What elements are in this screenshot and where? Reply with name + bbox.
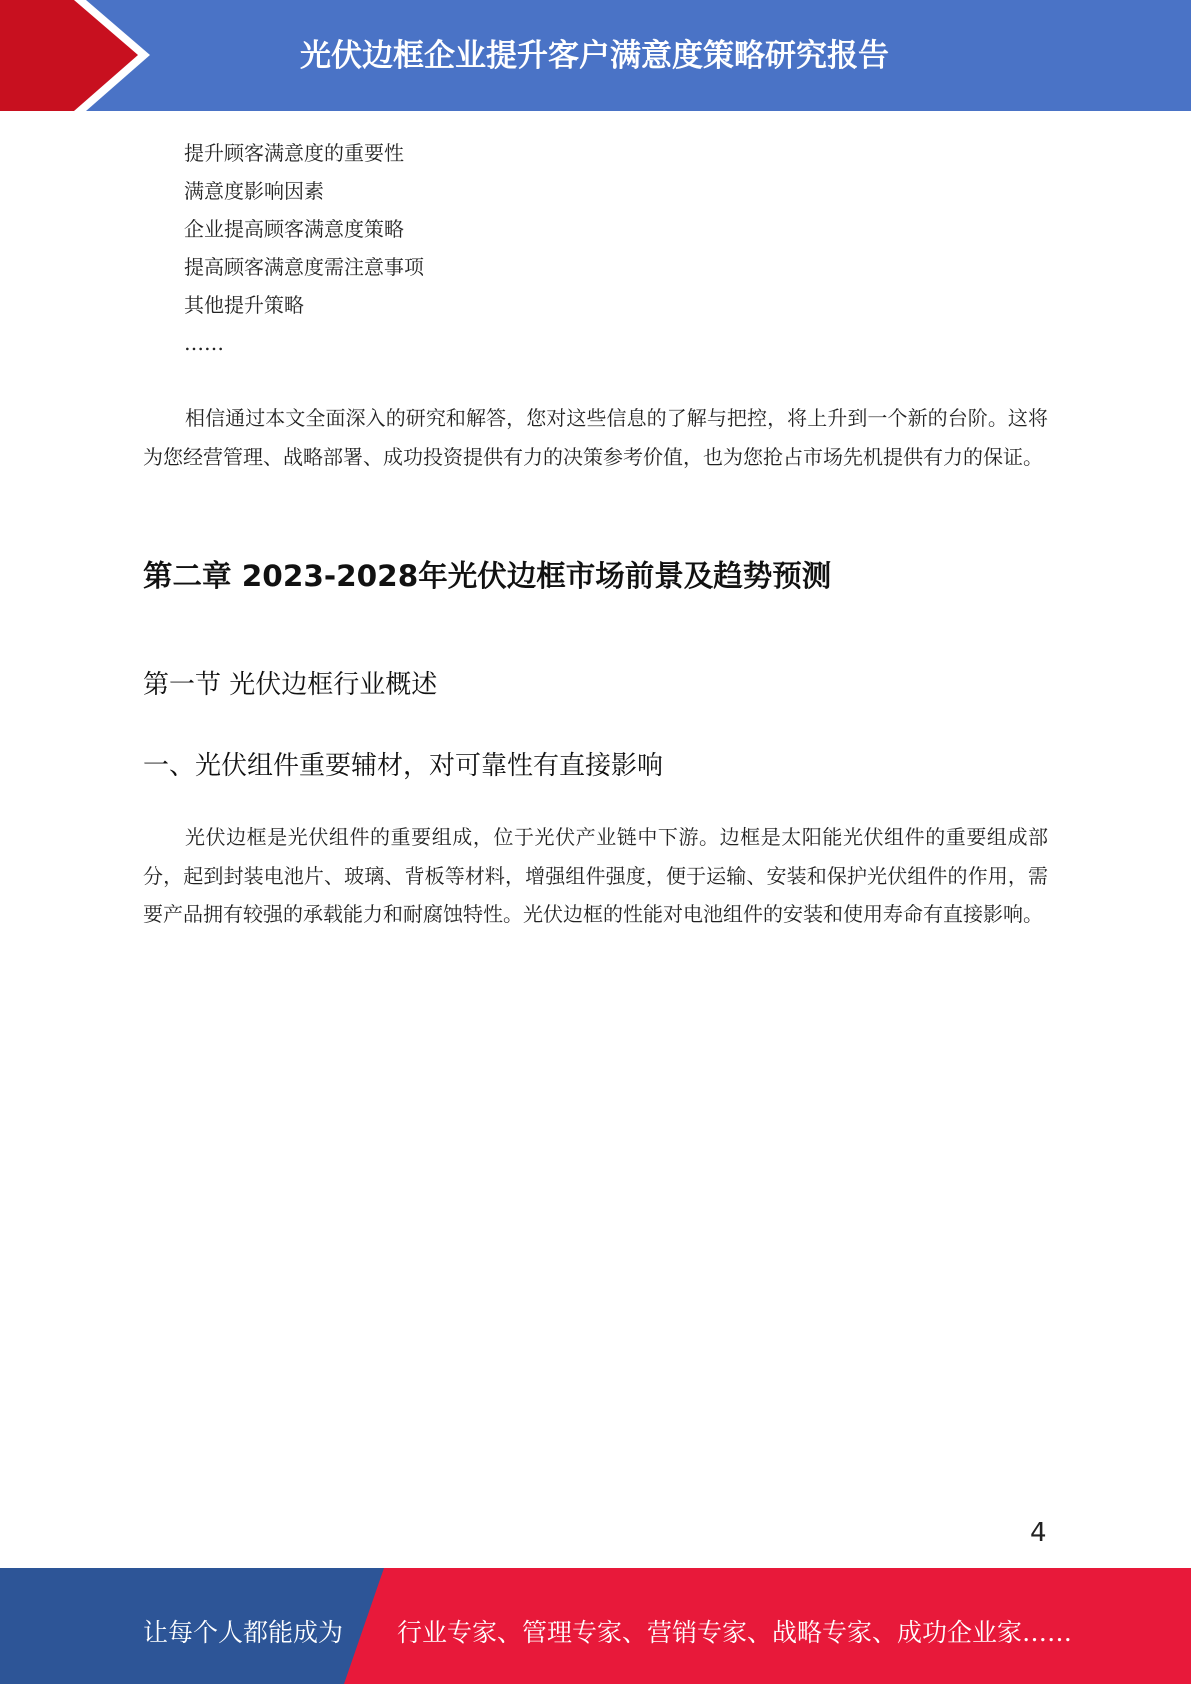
toc-item: 企业提高顾客满意度策略 [184,217,404,241]
page-footer [0,1568,1191,1684]
page-header [0,0,1191,111]
footer-slogan-left: 让每个人都能成为 [143,1618,344,1647]
subsection-title: 一、光伏组件重要辅材，对可靠性有直接影响 [143,751,664,781]
toc-item: 满意度影响因素 [184,179,324,203]
toc-list [184,134,424,362]
toc-item: 提高顾客满意度需注意事项 [184,255,424,279]
body-paragraph: 光伏边框是光伏组件的重要组成，位于光伏产业链中下游。边框是太阳能光伏组件的重要组成部分，起到封装电池片、玻璃、背板等材料，增强组件强度，便于运输、安装和保护光伏组件的作用，需要产品拥有较强的承载能力和耐腐蚀特性。光伏边框的性能对电池组件的安装和使用寿命有直接影响。 [143,825,1048,926]
toc-ellipsis: …… [184,331,224,355]
intro-paragraph: 相信通过本文全面深入的研究和解答，您对这些信息的了解与把控，将上升到一个新的台阶。这将为您经营管理、战略部署、成功投资提供有力的决策参考价值，也为您抢占市场先机提供有力的保证。 [143,406,1048,469]
report-title: 光伏边框企业提升客户满意度策略研究报告 [300,38,889,74]
toc-item: 提升顾客满意度的重要性 [184,141,404,165]
chapter-title: 第二章 2023-2028年光伏边框市场前景及趋势预测 [143,559,832,593]
section-title: 第一节 光伏边框行业概述 [143,670,438,700]
toc-item: 其他提升策略 [184,293,304,317]
page-number: 4 [1030,1518,1047,1548]
footer-slogan-right: 行业专家、管理专家、营销专家、战略专家、成功企业家…… [397,1618,1073,1647]
